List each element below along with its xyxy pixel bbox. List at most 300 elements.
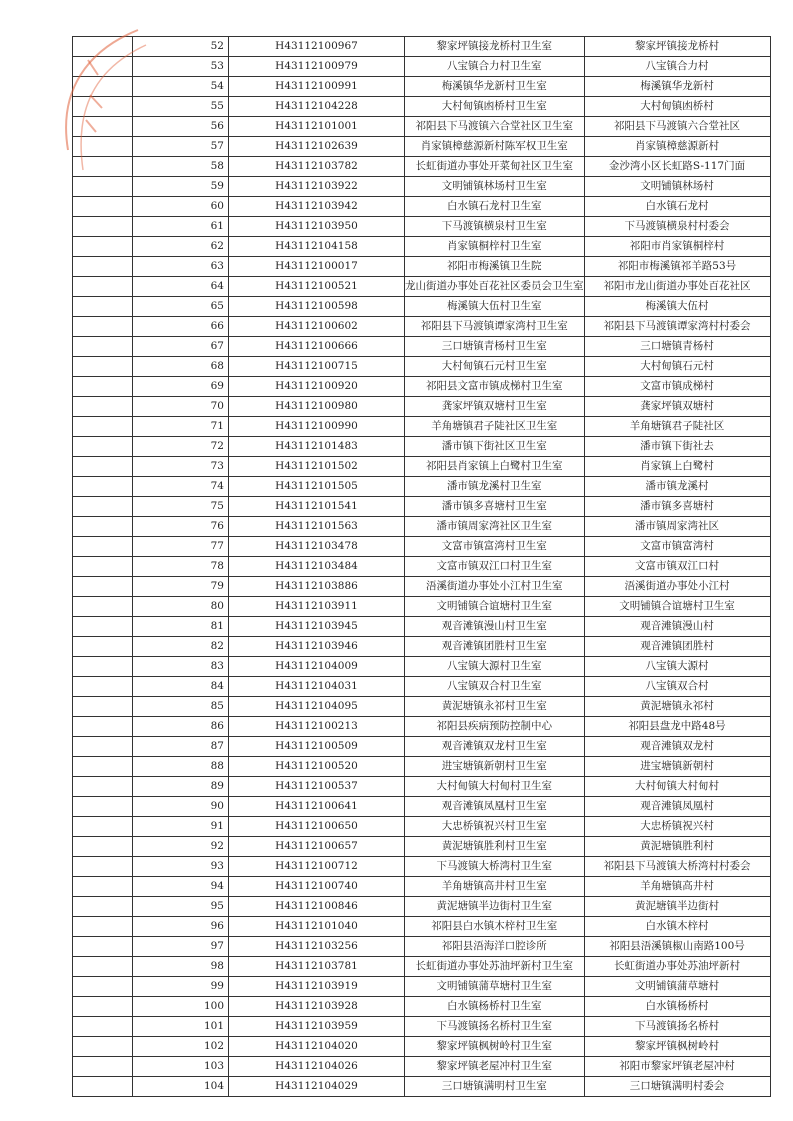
row-number: 57 [133,137,229,157]
institution-name: 文明铺镇蒲草塘村卫生室 [405,977,585,997]
institution-name: 三口塘镇青杨村卫生室 [405,337,585,357]
blank-cell [73,397,133,417]
institution-address: 长虹街道办事处苏油坪新村 [584,957,770,977]
institution-address: 三口塘镇满明村委会 [584,1077,770,1097]
institution-code: H43112103942 [229,197,405,217]
table-row [73,497,771,517]
institution-name: 羊角塘镇高井村卫生室 [405,877,585,897]
table-row [73,777,771,797]
table-row [73,217,771,237]
institution-code: H43112100509 [229,737,405,757]
row-number: 61 [133,217,229,237]
institution-address: 梅溪镇华龙新村 [584,77,770,97]
institution-name: 进宝塘镇新朝村卫生室 [405,757,585,777]
table-row [73,177,771,197]
row-number: 85 [133,697,229,717]
institution-address: 八宝镇大源村 [584,657,770,677]
blank-cell [73,837,133,857]
table-row [73,237,771,257]
institution-address: 祁阳县下马渡镇谭家湾村村委会 [584,317,770,337]
table-row [73,477,771,497]
institution-address: 羊角塘镇君子陡社区 [584,417,770,437]
institution-name: 大村甸镇凼桥村卫生室 [405,97,585,117]
blank-cell [73,137,133,157]
institution-name: 大忠桥镇祝兴村卫生室 [405,817,585,837]
institution-code: H43112103484 [229,557,405,577]
row-number: 60 [133,197,229,217]
institution-code: H43112104031 [229,677,405,697]
institution-address: 祁阳市黎家坪镇老屋冲村 [584,1057,770,1077]
institution-address: 祁阳市龙山街道办事处百花社区 [584,277,770,297]
institution-code: H43112103919 [229,977,405,997]
table-row [73,537,771,557]
blank-cell [73,297,133,317]
institution-name: 观音滩镇漫山村卫生室 [405,617,585,637]
blank-cell [73,897,133,917]
blank-cell [73,517,133,537]
table-row [73,677,771,697]
blank-cell [73,37,133,57]
institution-code: H43112103781 [229,957,405,977]
row-number: 97 [133,937,229,957]
table-row [73,517,771,537]
table-row [73,1017,771,1037]
institution-address: 潘市镇多喜塘村 [584,497,770,517]
blank-cell [73,537,133,557]
institution-code: H43112104020 [229,1037,405,1057]
institution-address: 八宝镇合力村 [584,57,770,77]
table-body [73,37,771,1097]
institution-address: 下马渡镇横泉村村委会 [584,217,770,237]
table-row [73,377,771,397]
table-row [73,357,771,377]
blank-cell [73,557,133,577]
institution-code: H43112104228 [229,97,405,117]
institution-code: H43112100657 [229,837,405,857]
row-number: 84 [133,677,229,697]
row-number: 52 [133,37,229,57]
blank-cell [73,277,133,297]
row-number: 54 [133,77,229,97]
row-number: 55 [133,97,229,117]
row-number: 87 [133,737,229,757]
institution-address: 潘市镇下街社去 [584,437,770,457]
institution-address: 观音滩镇双龙村 [584,737,770,757]
institution-name: 黄泥塘镇半边街村卫生室 [405,897,585,917]
institution-address: 大村甸镇凼桥村 [584,97,770,117]
institution-code: H43112100920 [229,377,405,397]
institution-address: 观音滩镇团胜村 [584,637,770,657]
institution-code: H43112104158 [229,237,405,257]
table-row [73,1077,771,1097]
institution-code: H43112100980 [229,397,405,417]
institution-address: 大忠桥镇祝兴村 [584,817,770,837]
row-number: 92 [133,837,229,857]
institution-code: H43112100990 [229,417,405,437]
institution-address: 祁阳县盘龙中路48号 [584,717,770,737]
institution-code: H43112103946 [229,637,405,657]
blank-cell [73,997,133,1017]
blank-cell [73,617,133,637]
table-row [73,657,771,677]
institution-name: 龙山街道办事处百花社区委员会卫生室 [405,277,585,297]
table-row [73,117,771,137]
document-page [72,36,771,1097]
institution-name: 观音滩镇双龙村卫生室 [405,737,585,757]
blank-cell [73,957,133,977]
institution-code: H43112100715 [229,357,405,377]
blank-cell [73,677,133,697]
row-number: 74 [133,477,229,497]
row-number: 89 [133,777,229,797]
institution-code: H43112101505 [229,477,405,497]
blank-cell [73,697,133,717]
table-row [73,417,771,437]
row-number: 56 [133,117,229,137]
institution-address: 祁阳县浯溪镇椒山南路100号 [584,937,770,957]
row-number: 68 [133,357,229,377]
institution-code: H43112103911 [229,597,405,617]
row-number: 75 [133,497,229,517]
blank-cell [73,157,133,177]
institution-name: 潘市镇龙溪村卫生室 [405,477,585,497]
institution-code: H43112103945 [229,617,405,637]
institution-name: 黎家坪镇枫树岭村卫生室 [405,1037,585,1057]
institution-name: 祁阳县浯海洋口腔诊所 [405,937,585,957]
table-row [73,1057,771,1077]
institution-address: 潘市镇周家湾社区 [584,517,770,537]
table-row [73,37,771,57]
institution-code: H43112100650 [229,817,405,837]
table-row [73,897,771,917]
institution-code: H43112100666 [229,337,405,357]
row-number: 90 [133,797,229,817]
row-number: 88 [133,757,229,777]
row-number: 99 [133,977,229,997]
institution-name: 下马渡镇扬名桥村卫生室 [405,1017,585,1037]
institution-code: H43112103478 [229,537,405,557]
institution-code: H43112104009 [229,657,405,677]
institution-name: 文富市镇富湾村卫生室 [405,537,585,557]
institution-code: H43112100967 [229,37,405,57]
row-number: 76 [133,517,229,537]
row-number: 86 [133,717,229,737]
institution-address: 三口塘镇青杨村 [584,337,770,357]
institution-address: 潘市镇龙溪村 [584,477,770,497]
institution-address: 金沙湾小区长虹路S-117门面 [584,157,770,177]
table-row [73,337,771,357]
institution-name: 长虹街道办事处开菜甸社区卫生室 [405,157,585,177]
blank-cell [73,917,133,937]
institution-name: 文富市镇双江口村卫生室 [405,557,585,577]
institution-address: 文富市镇成梯村 [584,377,770,397]
institution-code: H43112103959 [229,1017,405,1037]
institution-code: H43112104029 [229,1077,405,1097]
row-number: 91 [133,817,229,837]
institution-address: 肖家镇上白鹭村 [584,457,770,477]
institution-name: 长虹街道办事处苏油坪新村卫生室 [405,957,585,977]
table-row [73,937,771,957]
blank-cell [73,757,133,777]
table-row [73,97,771,117]
institution-address: 下马渡镇扬名桥村 [584,1017,770,1037]
institution-code: H43112101563 [229,517,405,537]
row-number: 95 [133,897,229,917]
table-row [73,137,771,157]
row-number: 102 [133,1037,229,1057]
institution-name: 白水镇杨桥村卫生室 [405,997,585,1017]
institution-name: 大村甸镇石元村卫生室 [405,357,585,377]
table-row [73,837,771,857]
institution-name: 下马渡镇大桥湾村卫生室 [405,857,585,877]
blank-cell [73,1017,133,1037]
blank-cell [73,977,133,997]
institution-table [72,36,771,1097]
row-number: 73 [133,457,229,477]
row-number: 96 [133,917,229,937]
table-row [73,717,771,737]
institution-code: H43112103950 [229,217,405,237]
blank-cell [73,657,133,677]
institution-address: 文富市镇双江口村 [584,557,770,577]
row-number: 77 [133,537,229,557]
blank-cell [73,637,133,657]
institution-name: 八宝镇合力村卫生室 [405,57,585,77]
blank-cell [73,1077,133,1097]
institution-name: 观音滩镇团胜村卫生室 [405,637,585,657]
institution-code: H43112100712 [229,857,405,877]
table-row [73,57,771,77]
institution-name: 梅溪镇华龙新村卫生室 [405,77,585,97]
institution-name: 八宝镇大源村卫生室 [405,657,585,677]
institution-name: 梅溪镇大伍村卫生室 [405,297,585,317]
institution-name: 大村甸镇大村甸村卫生室 [405,777,585,797]
institution-name: 祁阳市梅溪镇卫生院 [405,257,585,277]
row-number: 66 [133,317,229,337]
institution-name: 潘市镇周家湾社区卫生室 [405,517,585,537]
institution-code: H43112100537 [229,777,405,797]
blank-cell [73,937,133,957]
row-number: 70 [133,397,229,417]
row-number: 69 [133,377,229,397]
row-number: 94 [133,877,229,897]
institution-code: H43112103886 [229,577,405,597]
institution-code: H43112100979 [229,57,405,77]
institution-address: 祁阳市梅溪镇祁羊路53号 [584,257,770,277]
row-number: 103 [133,1057,229,1077]
institution-address: 黄泥塘镇胜利村 [584,837,770,857]
institution-address: 白水镇木梓村 [584,917,770,937]
institution-name: 下马渡镇横泉村卫生室 [405,217,585,237]
institution-name: 祁阳县下马渡镇六合堂社区卫生室 [405,117,585,137]
row-number: 58 [133,157,229,177]
institution-address: 观音滩镇凤凰村 [584,797,770,817]
institution-name: 祁阳县肖家镇上白鹭村卫生室 [405,457,585,477]
institution-address: 大村甸镇石元村 [584,357,770,377]
blank-cell [73,317,133,337]
blank-cell [73,357,133,377]
blank-cell [73,1057,133,1077]
institution-code: H43112100846 [229,897,405,917]
blank-cell [73,577,133,597]
institution-name: 潘市镇多喜塘村卫生室 [405,497,585,517]
institution-address: 龚家坪镇双塘村 [584,397,770,417]
institution-name: 祁阳县文富市镇成梯村卫生室 [405,377,585,397]
row-number: 79 [133,577,229,597]
institution-address: 白水镇杨桥村 [584,997,770,1017]
table-row [73,557,771,577]
institution-address: 观音滩镇漫山村 [584,617,770,637]
institution-code: H43112100991 [229,77,405,97]
blank-cell [73,57,133,77]
institution-code: H43112103256 [229,937,405,957]
institution-code: H43112100641 [229,797,405,817]
institution-name: 浯溪街道办事处小江村卫生室 [405,577,585,597]
institution-name: 文明铺镇合谊塘村卫生室 [405,597,585,617]
row-number: 80 [133,597,229,617]
institution-name: 文明铺镇林场村卫生室 [405,177,585,197]
row-number: 53 [133,57,229,77]
blank-cell [73,857,133,877]
table-row [73,437,771,457]
institution-code: H43112100602 [229,317,405,337]
table-row [73,857,771,877]
institution-name: 黎家坪镇接龙桥村卫生室 [405,37,585,57]
institution-code: H43112103928 [229,997,405,1017]
row-number: 78 [133,557,229,577]
institution-name: 三口塘镇满明村卫生室 [405,1077,585,1097]
blank-cell [73,177,133,197]
table-row [73,797,771,817]
table-row [73,957,771,977]
table-row [73,297,771,317]
table-row [73,817,771,837]
blank-cell [73,717,133,737]
institution-address: 大村甸镇大村甸村 [584,777,770,797]
table-row [73,317,771,337]
institution-name: 潘市镇下街社区卫生室 [405,437,585,457]
institution-address: 祁阳县下马渡镇六合堂社区 [584,117,770,137]
institution-name: 黎家坪镇老屋冲村卫生室 [405,1057,585,1077]
blank-cell [73,477,133,497]
institution-address: 文明铺镇合谊塘村卫生室 [584,597,770,617]
institution-code: H43112102639 [229,137,405,157]
table-row [73,977,771,997]
institution-code: H43112104026 [229,1057,405,1077]
table-row [73,757,771,777]
institution-code: H43112101541 [229,497,405,517]
blank-cell [73,457,133,477]
institution-address: 梅溪镇大伍村 [584,297,770,317]
blank-cell [73,437,133,457]
institution-code: H43112100740 [229,877,405,897]
institution-address: 祁阳市肖家镇桐梓村 [584,237,770,257]
row-number: 72 [133,437,229,457]
institution-address: 黄泥塘镇永祁村 [584,697,770,717]
blank-cell [73,377,133,397]
table-row [73,77,771,97]
blank-cell [73,597,133,617]
blank-cell [73,97,133,117]
table-row [73,157,771,177]
institution-name: 祁阳县下马渡镇谭家湾村卫生室 [405,317,585,337]
table-row [73,457,771,477]
blank-cell [73,257,133,277]
institution-address: 羊角塘镇高井村 [584,877,770,897]
institution-address: 黄泥塘镇半边街村 [584,897,770,917]
row-number: 59 [133,177,229,197]
blank-cell [73,777,133,797]
institution-code: H43112100521 [229,277,405,297]
institution-name: 祁阳县白水镇木梓村卫生室 [405,917,585,937]
institution-address: 黎家坪镇接龙桥村 [584,37,770,57]
institution-address: 文明铺镇林场村 [584,177,770,197]
row-number: 93 [133,857,229,877]
institution-code: H43112100520 [229,757,405,777]
institution-name: 黄泥塘镇永祁村卫生室 [405,697,585,717]
institution-code: H43112100598 [229,297,405,317]
table-row [73,997,771,1017]
blank-cell [73,1037,133,1057]
institution-code: H43112100017 [229,257,405,277]
institution-address: 文富市镇富湾村 [584,537,770,557]
table-row [73,917,771,937]
table-row [73,397,771,417]
table-row [73,637,771,657]
institution-address: 黎家坪镇枫树岭村 [584,1037,770,1057]
blank-cell [73,77,133,97]
row-number: 100 [133,997,229,1017]
table-row [73,197,771,217]
institution-code: H43112101001 [229,117,405,137]
institution-code: H43112103782 [229,157,405,177]
row-number: 71 [133,417,229,437]
row-number: 82 [133,637,229,657]
blank-cell [73,117,133,137]
institution-name: 肖家镇桐梓村卫生室 [405,237,585,257]
table-row [73,617,771,637]
row-number: 101 [133,1017,229,1037]
institution-code: H43112101483 [229,437,405,457]
blank-cell [73,877,133,897]
table-row [73,737,771,757]
institution-code: H43112103922 [229,177,405,197]
row-number: 62 [133,237,229,257]
row-number: 65 [133,297,229,317]
institution-code: H43112100213 [229,717,405,737]
blank-cell [73,337,133,357]
row-number: 63 [133,257,229,277]
blank-cell [73,197,133,217]
blank-cell [73,417,133,437]
row-number: 64 [133,277,229,297]
institution-code: H43112101040 [229,917,405,937]
institution-code: H43112104095 [229,697,405,717]
table-row [73,577,771,597]
institution-name: 黄泥塘镇胜利村卫生室 [405,837,585,857]
table-row [73,277,771,297]
institution-address: 肖家镇樟慈源新村 [584,137,770,157]
blank-cell [73,797,133,817]
row-number: 104 [133,1077,229,1097]
blank-cell [73,497,133,517]
table-row [73,597,771,617]
blank-cell [73,237,133,257]
blank-cell [73,217,133,237]
institution-address: 文明铺镇蒲草塘村 [584,977,770,997]
institution-address: 进宝塘镇新朝村 [584,757,770,777]
table-row [73,877,771,897]
